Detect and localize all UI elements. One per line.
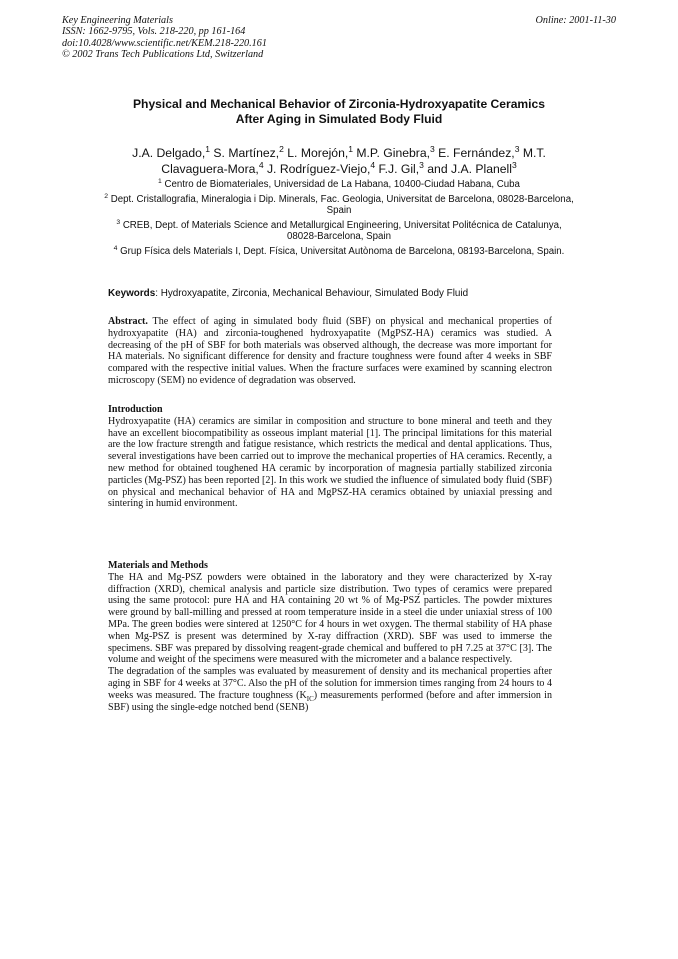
affiliation-text: Grup Física dels Materials I, Dept. Física, Universitat Autònoma de Barcelona, 08193-Barcelona, Spain. — [120, 245, 565, 257]
author: M.T. Clavaguera-Mora, — [161, 146, 546, 176]
affiliation-3 — [104, 220, 574, 243]
methods-heading: Materials and Methods — [108, 560, 208, 571]
affiliation-number: 3 — [116, 218, 121, 226]
online-date: Online: 2001-11-30 — [535, 15, 616, 26]
methods-paragraph-1: The HA and Mg-PSZ powders were obtained in the laboratory and they were characterized by X-ray diffraction (XRD), chemical analysis and particle size distribution. Two types of ceramics were prepared using the same protocol: pure HA and HA containing 20 wt % of Mg-PSZ particles. The powder mixtures were ground by ball-milling and pressed at room temperature inside in a steel die under uniaxial stress of 100 MPa. The green bodies were sintered at 1250°C for 4 hours in wet oxygen. The thermal stability of HA phase when Mg-PSZ is present was determined by X-ray diffraction (XRD). SBF was used to immerse the specimens. SBF was prepared by dissolving reagent-grade chemical and buffered to pH 7.25 at 37°C [3]. The volume and weight of the specimens were measured with the micrometer and a balance respectively. — [108, 571, 552, 666]
author-affil-mark: 4 — [370, 159, 376, 170]
author: J. Rodríguez-Viejo, — [263, 162, 371, 176]
abstract — [108, 316, 552, 387]
author: M.P. Ginebra, — [353, 146, 430, 160]
abstract-label: Abstract. — [108, 316, 148, 327]
kic-subscript: IC — [306, 694, 314, 703]
author: S. Martínez, — [210, 146, 280, 160]
author-affil-mark: 1 — [348, 143, 353, 154]
affiliation-text: Dept. Cristallografia, Mineralogia i Dip. Minerals, Fac. Geologia, Universitat de Barcelona, 08028-Barcelona, Spain — [110, 193, 574, 217]
affiliation-text: CREB, Dept. of Materials Science and Metallurgical Engineering, Universitat Politécnica de Catalunya, 08028-Barcelona, Spain — [122, 219, 562, 243]
keywords-text: : Hydroxyapatite, Zirconia, Mechanical Behaviour, Simulated Body Fluid — [155, 288, 469, 299]
introduction-section — [108, 404, 552, 510]
author-list — [100, 145, 578, 177]
abstract-paragraph — [108, 316, 552, 387]
keywords — [108, 288, 578, 300]
keywords-label: Keywords — [108, 288, 156, 299]
introduction-heading: Introduction — [108, 404, 163, 415]
author-affil-mark: 4 — [258, 159, 264, 170]
author-affil-mark: 3 — [430, 143, 435, 154]
author-affil-mark: 2 — [279, 143, 284, 154]
author: F.J. Gil, — [375, 162, 420, 176]
author: L. Morejón, — [283, 146, 349, 160]
affiliation-1 — [104, 179, 574, 191]
journal-name: Key Engineering Materials — [62, 15, 173, 26]
affiliations — [104, 179, 574, 261]
copyright-line: © 2002 Trans Tech Publications Ltd, Switzerland — [62, 49, 264, 61]
paper-title — [90, 97, 588, 127]
methods-p2-end: ) measurements performed (before and after immersion in SBF) using the single-edge notched bend (SENB) — [108, 689, 552, 713]
affiliation-number: 4 — [113, 244, 118, 252]
author: J.A. Delgado, — [132, 146, 206, 160]
affiliation-number: 2 — [104, 192, 108, 200]
author-affil-mark: 3 — [511, 159, 517, 170]
author-affil-mark: 3 — [419, 159, 424, 170]
journal-header — [62, 15, 267, 61]
introduction-paragraph: Hydroxyapatite (HA) ceramics are similar in composition and structure to bone mineral and teeth and they have an excellent biocompatibility as osseous implant material [1]. The principal limitations for this material are the low fracture strength and fatigue resistance, which restricts the medical and dental applications. Thus, several investigations have been carried out to improve the mechanical properties of HA ceramics. Recently, a new method for obtained toughened HA ceramic by incorporation of magnesia partially stabilized zirconia particles (Mg-PSZ) has been reported [2]. In this work we studied the influence of simulated body fluid (SBF) on physical and mechanical behavior of HA and MgPSZ-HA ceramics obtained by uniaxial pressing and sintering in humid environment. — [108, 415, 552, 510]
author-affil-mark: 3 — [514, 143, 520, 154]
doi-line: doi:10.4028/www.scientific.net/KEM.218-220.161 — [62, 37, 267, 49]
affiliation-text: Centro de Biomateriales, Universidad de La Habana, 10400-Ciudad Habana, Cuba — [164, 179, 520, 190]
author: E. Fernández, — [434, 146, 515, 160]
abstract-text: The effect of aging in simulated body fluid (SBF) on physical and mechanical properties of hydroxyapatite (HA) and zirconia-toughened hydroxyapatite (MgPSZ-HA) ceramics was studied. A decreasing of the pH of SBF for both materials was observed although, the decrease was more important for HA materials. No significant difference for density and fracture toughness were found after 4 weeks in SBF compared with the respective initial values. When the fracture surfaces were examined by scanning electron microscopy (SEM) no evidence of degradation was observed. — [108, 316, 552, 386]
author-affil-mark: 1 — [205, 143, 211, 154]
methods-p2-start: The degradation of the samples was evaluated by measurement of density and its mechanical properties after aging in SBF for 4 weeks at 37°C. Also the pH of the solution for immersion times ranging from 24 hours to 4 weeks was measured. The fracture toughness (K — [108, 666, 552, 701]
methods-paragraph-2 — [108, 666, 552, 713]
affiliation-4 — [104, 246, 574, 258]
affiliation-number: 1 — [158, 177, 162, 185]
title-line-2: After Aging in Simulated Body Fluid — [235, 112, 443, 126]
affiliation-2 — [104, 194, 574, 217]
title-line-1: Physical and Mechanical Behavior of Zirconia-Hydroxyapatite Ceramics — [132, 97, 545, 111]
methods-section — [108, 560, 552, 713]
author: and J.A. Planell — [423, 162, 512, 176]
issn-line: ISSN: 1662-9795, Vols. 218-220, pp 161-164 — [62, 26, 246, 38]
